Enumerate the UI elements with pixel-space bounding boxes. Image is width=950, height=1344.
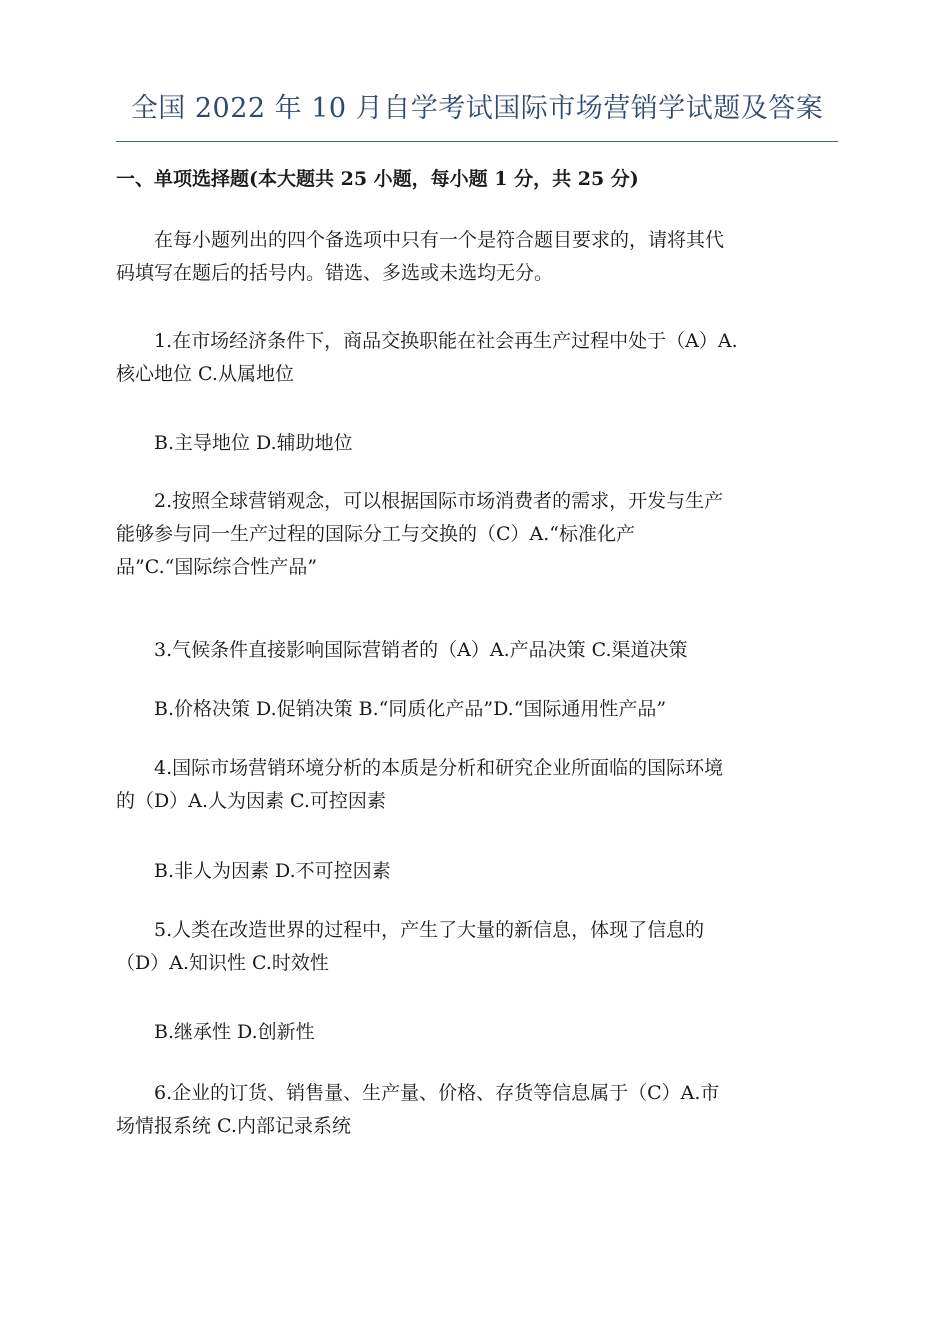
question-4-line-1: 4.国际市场营销环境分析的本质是分析和研究企业所面临的国际环境 (154, 757, 724, 779)
instructions-paragraph (116, 224, 840, 290)
instructions-line-2: 码填写在题后的括号内。错选、多选或未选均无分。 (116, 262, 554, 284)
question-3: 3.气候条件直接影响国际营销者的（A）A.产品决策 C.渠道决策 (154, 639, 688, 661)
section-heading: 一、单项选择题(本大题共 25 小题，每小题 1 分，共 25 分) (116, 168, 639, 190)
question-5-options: B.继承性 D.创新性 (154, 1021, 315, 1043)
question-2-line-3: 品”C.“国际综合性产品” (116, 556, 318, 578)
question-1-options: B.主导地位 D.辅助地位 (154, 432, 353, 454)
question-1-line-2: 核心地位 C.从属地位 (116, 363, 294, 385)
instructions-line-1: 在每小题列出的四个备选项中只有一个是符合题目要求的，请将其代 (154, 229, 725, 251)
question-2-line-2: 能够参与同一生产过程的国际分工与交换的（C）A.“标准化产 (116, 523, 636, 545)
question-6-line-2: 场情报系统 C.内部记录系统 (116, 1115, 351, 1137)
question-3-options: B.价格决策 D.促销决策 B.“同质化产品”D.“国际通用性产品” (154, 698, 667, 720)
question-4-options: B.非人为因素 D.不可控因素 (154, 860, 391, 882)
question-5-line-2: （D）A.知识性 C.时效性 (116, 952, 329, 974)
question-2-line-1: 2.按照全球营销观念，可以根据国际市场消费者的需求，开发与生产 (154, 490, 724, 512)
document-title: 全国 2022 年 10 月自学考试国际市场营销学试题及答案 (130, 93, 824, 124)
question-5 (116, 914, 840, 980)
question-4 (116, 752, 840, 818)
question-6-line-1: 6.企业的订货、销售量、生产量、价格、存货等信息属于（C）A.市 (154, 1082, 720, 1104)
question-1 (116, 325, 840, 391)
question-1-line-1: 1.在市场经济条件下，商品交换职能在社会再生产过程中处于（A）A. (154, 330, 738, 352)
question-6 (116, 1077, 840, 1143)
question-2 (116, 485, 840, 584)
question-4-line-2: 的（D）A.人为因素 C.可控因素 (116, 790, 386, 812)
title-divider (116, 141, 838, 142)
question-5-line-1: 5.人类在改造世界的过程中，产生了大量的新信息，体现了信息的 (154, 919, 705, 941)
